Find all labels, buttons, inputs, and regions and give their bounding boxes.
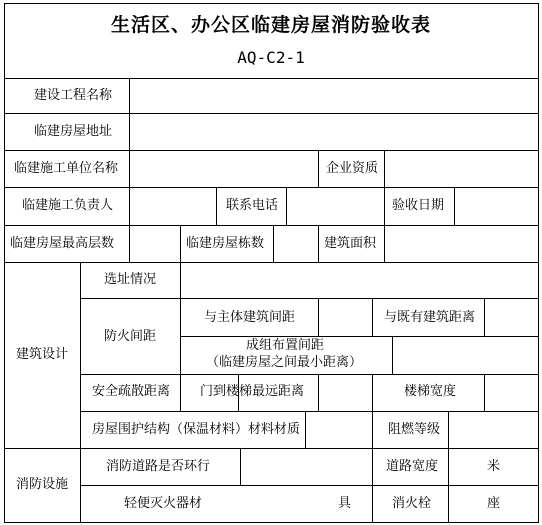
field-fire-rating[interactable]: [449, 412, 538, 448]
field-project-name[interactable]: [130, 79, 538, 113]
label-road-width: 道路宽度: [386, 459, 439, 474]
label-dist-existing-building: 与既有建筑距离: [384, 310, 476, 325]
field-building-count[interactable]: [274, 226, 318, 262]
label-group-layout-line1: 成组布置间距: [246, 338, 325, 353]
label-fire-road-loop: 消防道路是否环行: [106, 459, 211, 474]
label-group-layout-line2: （临建房屋之间最小距离）: [206, 355, 363, 370]
field-dist-existing-building[interactable]: [485, 299, 538, 336]
field-person-in-charge[interactable]: [130, 188, 216, 225]
field-fire-road-loop[interactable]: [241, 449, 372, 485]
form-code: AQ-C2-1: [237, 48, 305, 67]
label-person-in-charge: 临建施工负责人: [22, 198, 114, 213]
field-construction-unit[interactable]: [130, 151, 318, 187]
label-extinguishers: 轻便灭火器材: [124, 496, 203, 511]
label-enclosure-material: 房屋围护结构（保温材料）材料材质: [92, 422, 301, 437]
label-evacuation-distance: 安全疏散距离: [92, 384, 171, 399]
field-hydrant[interactable]: [449, 486, 485, 522]
field-site-selection[interactable]: [181, 263, 538, 298]
field-evacuation-distance[interactable]: [181, 375, 238, 411]
label-fire-facilities: 消防设施: [16, 477, 69, 492]
field-building-area[interactable]: [385, 226, 538, 262]
label-fire-separation: 防火间距: [104, 329, 157, 344]
field-extinguishers[interactable]: [240, 486, 336, 522]
label-building-area: 建筑面积: [324, 236, 377, 251]
field-dist-main-building[interactable]: [319, 299, 372, 336]
field-enclosure-material[interactable]: [306, 412, 372, 448]
unit-hydrant: 座: [487, 496, 501, 511]
label-enterprise-qualification: 企业资质: [326, 161, 379, 176]
unit-road-width: 米: [487, 459, 501, 474]
label-max-floors: 临建房屋最高层数: [10, 236, 115, 251]
label-building-count: 临建房屋栋数: [186, 236, 265, 251]
label-house-address: 临建房屋地址: [34, 124, 113, 139]
field-contact-phone[interactable]: [287, 188, 384, 225]
label-door-to-stair: 门到楼梯最远距离: [200, 384, 305, 399]
field-stair-width[interactable]: [485, 375, 538, 411]
label-acceptance-date: 验收日期: [392, 198, 445, 213]
field-max-floors[interactable]: [130, 226, 180, 262]
field-enterprise-qualification[interactable]: [385, 151, 538, 187]
label-contact-phone: 联系电话: [226, 198, 279, 213]
field-house-address[interactable]: [130, 114, 538, 150]
field-acceptance-date[interactable]: [455, 188, 538, 225]
label-construction-unit: 临建施工单位名称: [14, 161, 119, 176]
field-door-to-stair[interactable]: [319, 375, 372, 411]
label-project-name: 建设工程名称: [34, 88, 113, 103]
label-stair-width: 楼梯宽度: [404, 384, 457, 399]
label-dist-main-building: 与主体建筑间距: [204, 310, 296, 325]
label-site-selection: 选址情况: [104, 272, 157, 287]
field-road-width[interactable]: [449, 449, 485, 485]
label-building-design: 建筑设计: [16, 347, 69, 362]
label-fire-rating: 阻燃等级: [388, 422, 441, 437]
form-title: 生活区、办公区临建房屋消防验收表: [110, 14, 431, 36]
label-hydrant: 消火栓: [392, 496, 432, 511]
unit-extinguishers: 具: [338, 496, 352, 511]
field-group-layout[interactable]: [393, 337, 538, 374]
